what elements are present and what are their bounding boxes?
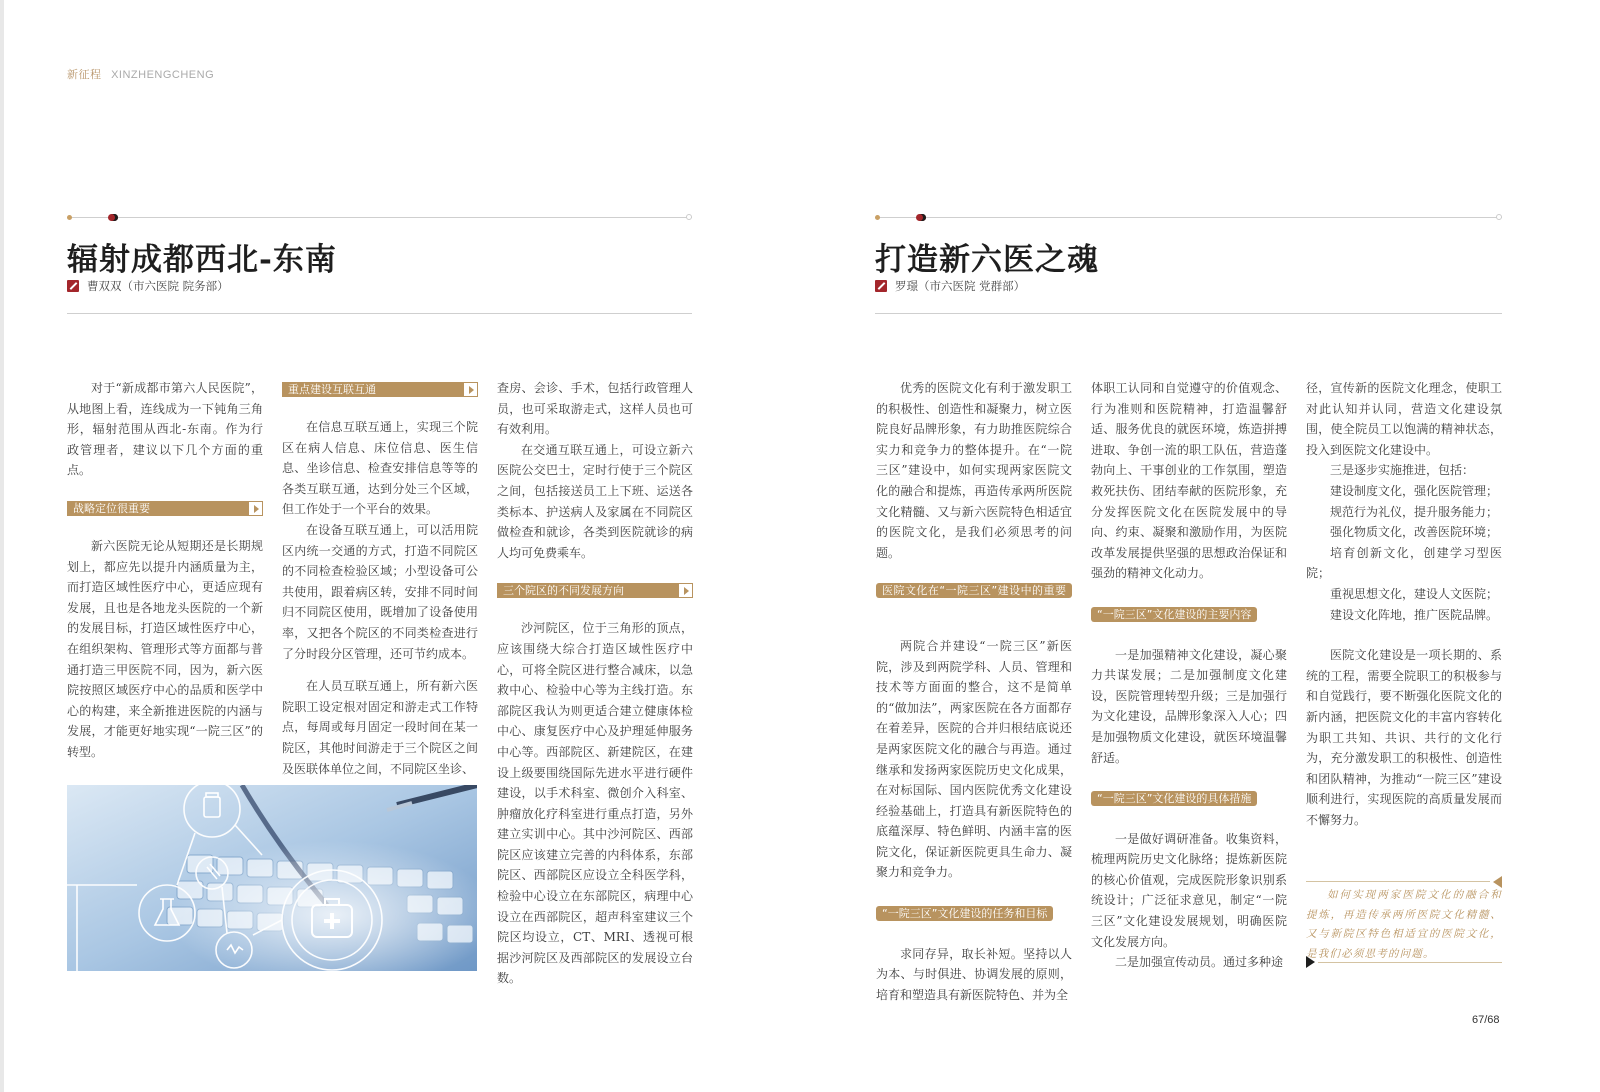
measure-item: 建设文化阵地，推广医院品牌。	[1330, 607, 1499, 622]
goals-continued-paragraph: 体职工认同和自觉遵守的价值观念、行为准则和医院精神，打造温馨舒适、服务优良的就医环境，炼造拼搏进取、争创一流的职工队伍，营造蓬勃向上、干事创业的工作氛围，塑造救死扶伤、团结奉献的医院形象，充分发挥医院文化在医院发展中的导向、约束、凝聚和激励作用，为医院改革发展提供坚强的思想政治保证和强劲的精神文化动力。	[1091, 381, 1287, 581]
left-strategy-paragraph: 新六医院无论从短期还是长期规划上，都应先以提升内涵质量为主，而打造区域性医疗中心，更适应现有发展，且也是各地龙头医院的一个新的发展目标，打造区域性医疗中心，在组织架构、管理形式等方面都与普通打造三甲医院不同，因为，新六医院按照区域医疗中心的品质和医学中心的构建，来全新推进医院的内涵与发展，才能更好地实现“一院三区”的转型。	[67, 538, 263, 759]
pen-icon	[67, 280, 79, 292]
left-author: 曹双双（市六医院 院务部）	[87, 279, 229, 293]
measure-item: 培育创新文化，创建学习型医院；	[1306, 545, 1502, 581]
conclusion-paragraph: 医院文化建设是一项长期的、系统的工程，需要全院职工的积极参与和自觉践行，要不断强化医院文化的新内涵，把医院文化的丰富内容转化为职工共知、共识、共行的文化行为，充分激发职工的积极性、创造性和团队精神，为推动“一院三区”建设顺利进行，实现医院的高质量发展而不懈努力。	[1306, 648, 1502, 827]
left-title-ornament	[67, 211, 692, 225]
right-column-2	[1091, 378, 1287, 973]
measure-item: 建设制度文化，强化医院管理；	[1330, 483, 1499, 498]
pen-icon	[875, 280, 887, 292]
section-heading-strategy: 战略定位很重要	[67, 501, 263, 516]
right-article-title: 打造新六医之魂	[875, 242, 1099, 278]
section-heading-campus-direction: 三个院区的不同发展方向	[497, 583, 693, 598]
goals-paragraph: 求同存异，取长补短。坚持以人为本、与时俱进、协调发展的原则，培育和塑造具有新医院特色、并为全	[876, 946, 1072, 1002]
pull-quote-text: 如何实现两家医院文化的融合和提炼，再造传承两所医院文化精髓、又与新院区特色相适宜的医院文化，是我们必须思考的问题。	[1306, 889, 1502, 960]
campus-direction-paragraph: 沙河院区，位于三角形的顶点，应该围绕大综合打造区域性医疗中心，可将全院区进行整合减床，以急救中心、检验中心等为主线打造。东部院区我认为则更适合建立健康体检中心、康复医疗中心及护理延伸服务中心等。西部院区、新建院区，在建设上级要围绕国际先进水平进行硬件建设，以手术科室、微创介入科室、肿瘤放化疗科室进行重点打造，另外建立实训中心。其中沙河院区、西部院区应该建立完善的内科体系，东部院区、西部院区应设立全科医学科，检验中心设立在东部院区，病理中心设立在西部院区，超声科室建议三个院区均设立，CT、MRI、透视可根据沙河院区及西部院区的发展设立台数。	[497, 621, 693, 986]
arrow-right-icon	[678, 583, 693, 598]
transport-interconnect-paragraph: 在交通互联互通上，可设立新六医院公交巴士，定时行使于三个院区之间，包括接送员工上下班、运送各类标本、护送病人及家属在不同院区做检查和就诊，各类到医院就诊的病人均可免费乘车。	[497, 442, 693, 560]
section-name-cn: 新征程	[67, 69, 102, 81]
implementation-intro: 三是逐步实施推进，包括：	[1330, 463, 1475, 478]
left-column-3	[497, 378, 693, 989]
right-column-1	[876, 378, 1072, 1005]
section-heading-interconnect: 重点建设互联互通	[282, 382, 478, 397]
publicity-continued-paragraph: 径，宣传新的医院文化理念，使职工对此认知并认同，营造文化建设氛围，使全院员工以饱满的精神状态，投入到医院文化建设中。	[1306, 381, 1502, 457]
running-header	[67, 66, 214, 82]
measures-paragraph-1: 一是做好调研准备。收集资料，梳理两院历史文化脉络；提炼新医院的核心价值观，完成医院形象识别系统设计；广泛征求意见，制定“一院三区”文化建设发展规划，明确医院文化发展方向。	[1091, 831, 1287, 949]
right-title-divider	[875, 313, 1502, 314]
arrow-right-icon	[463, 382, 478, 397]
info-interconnect-paragraph: 在信息互联互通上，实现三个院区在病人信息、床位信息、医生信息、坐诊信息、检查安排信息等等的各类互联互通，达到分处三个区域，但工作处于一个平台的效果。	[282, 420, 478, 517]
left-byline	[67, 278, 229, 294]
arrow-right-icon	[248, 501, 263, 516]
medical-technology-photo	[67, 785, 477, 971]
left-intro-paragraph: 对于“新成都市第六人民医院”，从地图上看，连线成为一下钝角三角形，辐射范围从西北-东南。作为行政管理者，建议以下几个方面的重点。	[67, 381, 263, 478]
section-heading-measures: “一院三区”文化建设的具体措施	[1091, 791, 1257, 806]
page-number: 67/68	[1472, 1014, 1500, 1026]
right-column-3	[1306, 378, 1502, 830]
left-article-title: 辐射成都西北-东南	[67, 242, 337, 278]
section-heading-goals: “一院三区”文化建设的任务和目标	[876, 906, 1053, 921]
left-column-1	[67, 378, 263, 763]
section-heading-importance: 医院文化在“一院三区”建设中的重要性	[876, 583, 1072, 598]
left-column-2	[282, 382, 478, 779]
section-name-en: XINZHENGCHENG	[111, 69, 215, 81]
right-author: 罗璟（市六医院 党群部）	[895, 279, 1026, 293]
right-byline	[875, 278, 1025, 294]
staff-interconnect-paragraph: 在人员互联互通上，所有新六医院职工设定根对固定和游走式工作特点，每周或每月固定一段时间在某一院区，其他时间游走于三个院区之间及医联体单位之间，不同院区坐诊、	[282, 679, 478, 776]
page-spine	[0, 0, 4, 1092]
right-intro-paragraph: 优秀的医院文化有利于激发职工的积极性、创造性和凝聚力，树立医院良好品牌形象，有力助推医院综合实力和竞争力的整体提升。在“一院三区”建设中，如何实现两家医院文化的融合和提炼，再造传承两所医院文化精髓、又与新六医院特色相适宜的医院文化，是我们必须思考的问题。	[876, 381, 1072, 560]
measure-item: 重视思想文化，建设人文医院；	[1330, 586, 1499, 601]
measure-item: 强化物质文化，改善医院环境；	[1330, 525, 1499, 540]
triangle-right-icon	[1306, 956, 1315, 968]
section-heading-content: “一院三区”文化建设的主要内容	[1091, 607, 1257, 622]
measure-item: 规范行为礼仪，提升服务能力；	[1330, 504, 1499, 519]
content-paragraph: 一是加强精神文化建设，凝心聚力共谋发展；二是加强制度文化建设，医院管理转型升级；三是加强行为文化建设，品牌形象深入人心；四是加强物质文化建设，就医环境温馨舒适。	[1091, 647, 1287, 765]
measures-paragraph-2: 二是加强宣传动员。通过多种途	[1115, 955, 1284, 970]
importance-paragraph: 两院合并建设“一院三区”新医院，涉及到两院学科、人员、管理和技术等方面面的整合，这不是简单的“做加法”，两家医院在各方面都存在着差异，医院的合并归根结底说还是两家医院文化的融合与再造。通过继承和发扬两家医院历史文化成果，在对标国际、国内医院优秀文化建设经验基础上，打造具有新医院特色的底蕴深厚、特色鲜明、内涵丰富的医院文化，保证新医院更具生命力、凝聚力和竞争力。	[876, 638, 1072, 880]
right-title-ornament	[875, 211, 1502, 225]
device-interconnect-paragraph: 在设备互联互通上，可以活用院区内统一交通的方式，打造不同院区的不同检查检验区域；小型设备可公共使用，跟着病区转，安排不同时间归不同院区使用，既增加了设备使用率，又把各个院区的不同类检查进行了分时段分区管理，还可节约成本。	[282, 522, 478, 661]
left-title-divider	[67, 313, 692, 314]
staff-continued-paragraph: 查房、会诊、手术，包括行政管理人员，也可采取游走式，这样人员也可有效利用。	[497, 381, 693, 437]
